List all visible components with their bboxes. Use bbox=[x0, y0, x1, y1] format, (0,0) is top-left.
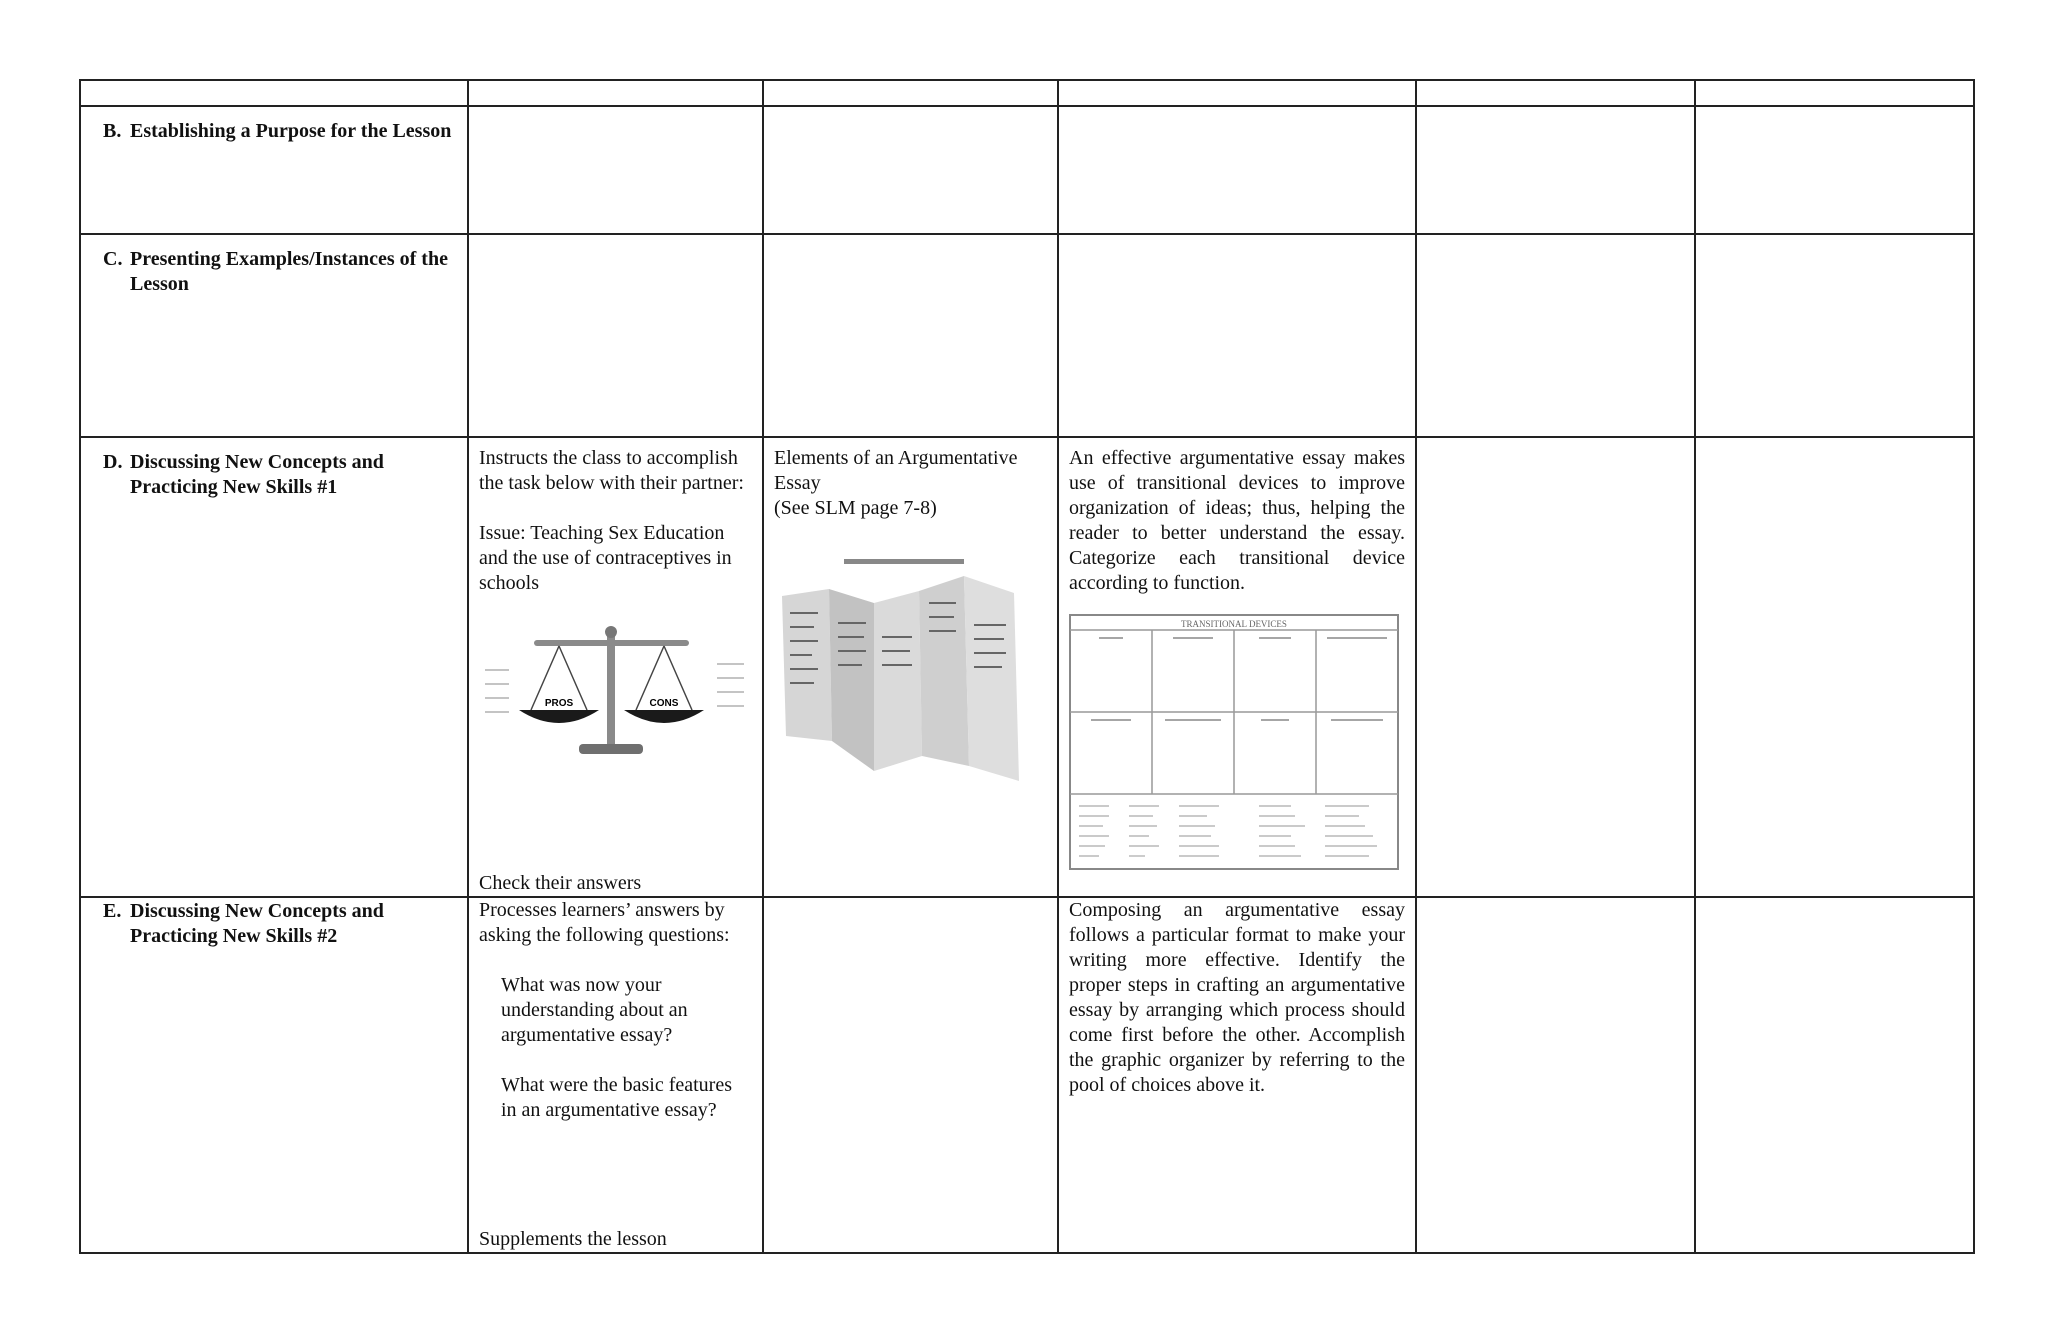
row-label bbox=[81, 438, 467, 500]
row-letter: D. bbox=[103, 451, 123, 473]
check-answers-text: Check their answers bbox=[479, 872, 642, 894]
table-header-row bbox=[80, 80, 1974, 106]
table-cell bbox=[763, 437, 1058, 897]
row-label-cell bbox=[80, 897, 468, 1253]
row-title: Discussing New Concepts and Practicing New Skills #2 bbox=[130, 900, 384, 947]
figure-heading-bar bbox=[844, 559, 964, 564]
table-cell bbox=[763, 234, 1058, 437]
table-cell bbox=[1058, 80, 1416, 106]
panel-5 bbox=[964, 576, 1019, 781]
table-row bbox=[80, 106, 1974, 234]
panel-1 bbox=[782, 589, 832, 741]
supplements-text: Supplements the lesson bbox=[479, 1228, 667, 1250]
table-cell bbox=[763, 80, 1058, 106]
row-title: Establishing a Purpose for the Lesson bbox=[130, 120, 452, 142]
row-label bbox=[81, 107, 467, 144]
cell-content bbox=[1059, 438, 1415, 877]
table-cell bbox=[1416, 437, 1695, 897]
right-pan bbox=[624, 710, 704, 723]
table-cell bbox=[1058, 106, 1416, 234]
question-1: What was now your understanding about an argumentative essay? bbox=[501, 974, 688, 1046]
row-label bbox=[81, 235, 467, 297]
table-cell bbox=[80, 80, 468, 106]
cons-label: CONS bbox=[649, 698, 679, 709]
row-label-cell bbox=[80, 437, 468, 897]
process-answers-text: Processes learners’ answers by asking the following questions: bbox=[479, 899, 730, 946]
question-2: What were the basic features in an argumentative essay? bbox=[501, 1074, 732, 1121]
scale-base bbox=[579, 744, 643, 754]
table-cell bbox=[1695, 234, 1974, 437]
left-pan bbox=[519, 710, 599, 723]
pros-cons-scale-image bbox=[479, 618, 754, 768]
table-row bbox=[80, 234, 1974, 437]
row-title: Presenting Examples/Instances of the Lesson bbox=[130, 248, 448, 295]
table-cell bbox=[1695, 897, 1974, 1253]
row-letter: E. bbox=[103, 900, 122, 922]
scale-beam bbox=[534, 640, 689, 646]
elements-title: Elements of an Argumentative Essay bbox=[774, 447, 1018, 494]
scale-top-knob bbox=[605, 626, 617, 638]
table-row bbox=[80, 897, 1974, 1253]
row-letter: B. bbox=[103, 120, 122, 142]
table-cell bbox=[1058, 437, 1416, 897]
table-cell bbox=[1695, 80, 1974, 106]
cell-content bbox=[469, 438, 762, 896]
row-label-cell bbox=[80, 234, 468, 437]
table-cell bbox=[1695, 437, 1974, 897]
pros-label: PROS bbox=[544, 698, 574, 709]
table-cell bbox=[1058, 234, 1416, 437]
table-cell bbox=[763, 897, 1058, 1253]
row-label-cell bbox=[80, 106, 468, 234]
scale-pole bbox=[607, 634, 615, 744]
table-cell bbox=[1695, 106, 1974, 234]
table-row bbox=[80, 437, 1974, 897]
right-blank-lines bbox=[717, 664, 744, 706]
panel-3 bbox=[874, 591, 922, 771]
transitional-devices-instructions: An effective argumentative essay makes use of transitional devices to improve organization of ideas; thus, helping the reader to better understand the essay. Categorize each transitional device according to function. bbox=[1069, 447, 1405, 594]
slm-reference: (See SLM page 7-8) bbox=[774, 497, 937, 519]
cell-content bbox=[1059, 898, 1415, 1098]
issue-text: Issue: Teaching Sex Education and the use of contraceptives in schools bbox=[479, 522, 732, 594]
left-blank-lines bbox=[485, 670, 509, 712]
instruction-text: Instructs the class to accomplish the task below with their partner: bbox=[479, 447, 744, 494]
table-cell bbox=[1058, 897, 1416, 1253]
table-cell bbox=[468, 437, 763, 897]
table-cell bbox=[1416, 897, 1695, 1253]
table-cell bbox=[763, 106, 1058, 234]
table-cell bbox=[1416, 80, 1695, 106]
panel-2 bbox=[829, 589, 874, 771]
composing-essay-instructions: Composing an argumentative essay follows a particular format to make your writing more effective. Identify the proper steps in crafting an argumentative essay by arranging which process should come first before the other. Accomplish the graphic organizer by referring to the pool of choices above it. bbox=[1069, 899, 1405, 1096]
transitional-devices-chart-image bbox=[1069, 614, 1399, 870]
row-letter: C. bbox=[103, 248, 123, 270]
row-label bbox=[81, 898, 467, 949]
table-cell bbox=[468, 106, 763, 234]
table-cell bbox=[1416, 106, 1695, 234]
row-title: Discussing New Concepts and Practicing New Skills #1 bbox=[130, 451, 384, 498]
figure-title: TRANSITIONAL DEVICES bbox=[1181, 619, 1287, 629]
argumentative-essay-elements-image bbox=[774, 541, 1049, 801]
table-cell bbox=[468, 80, 763, 106]
panel-4 bbox=[919, 576, 969, 766]
table-cell bbox=[468, 897, 763, 1253]
table-cell bbox=[1416, 234, 1695, 437]
cell-content bbox=[764, 438, 1057, 808]
lesson-plan-table bbox=[79, 79, 1975, 1254]
cell-content bbox=[469, 898, 762, 1252]
table-cell bbox=[468, 234, 763, 437]
